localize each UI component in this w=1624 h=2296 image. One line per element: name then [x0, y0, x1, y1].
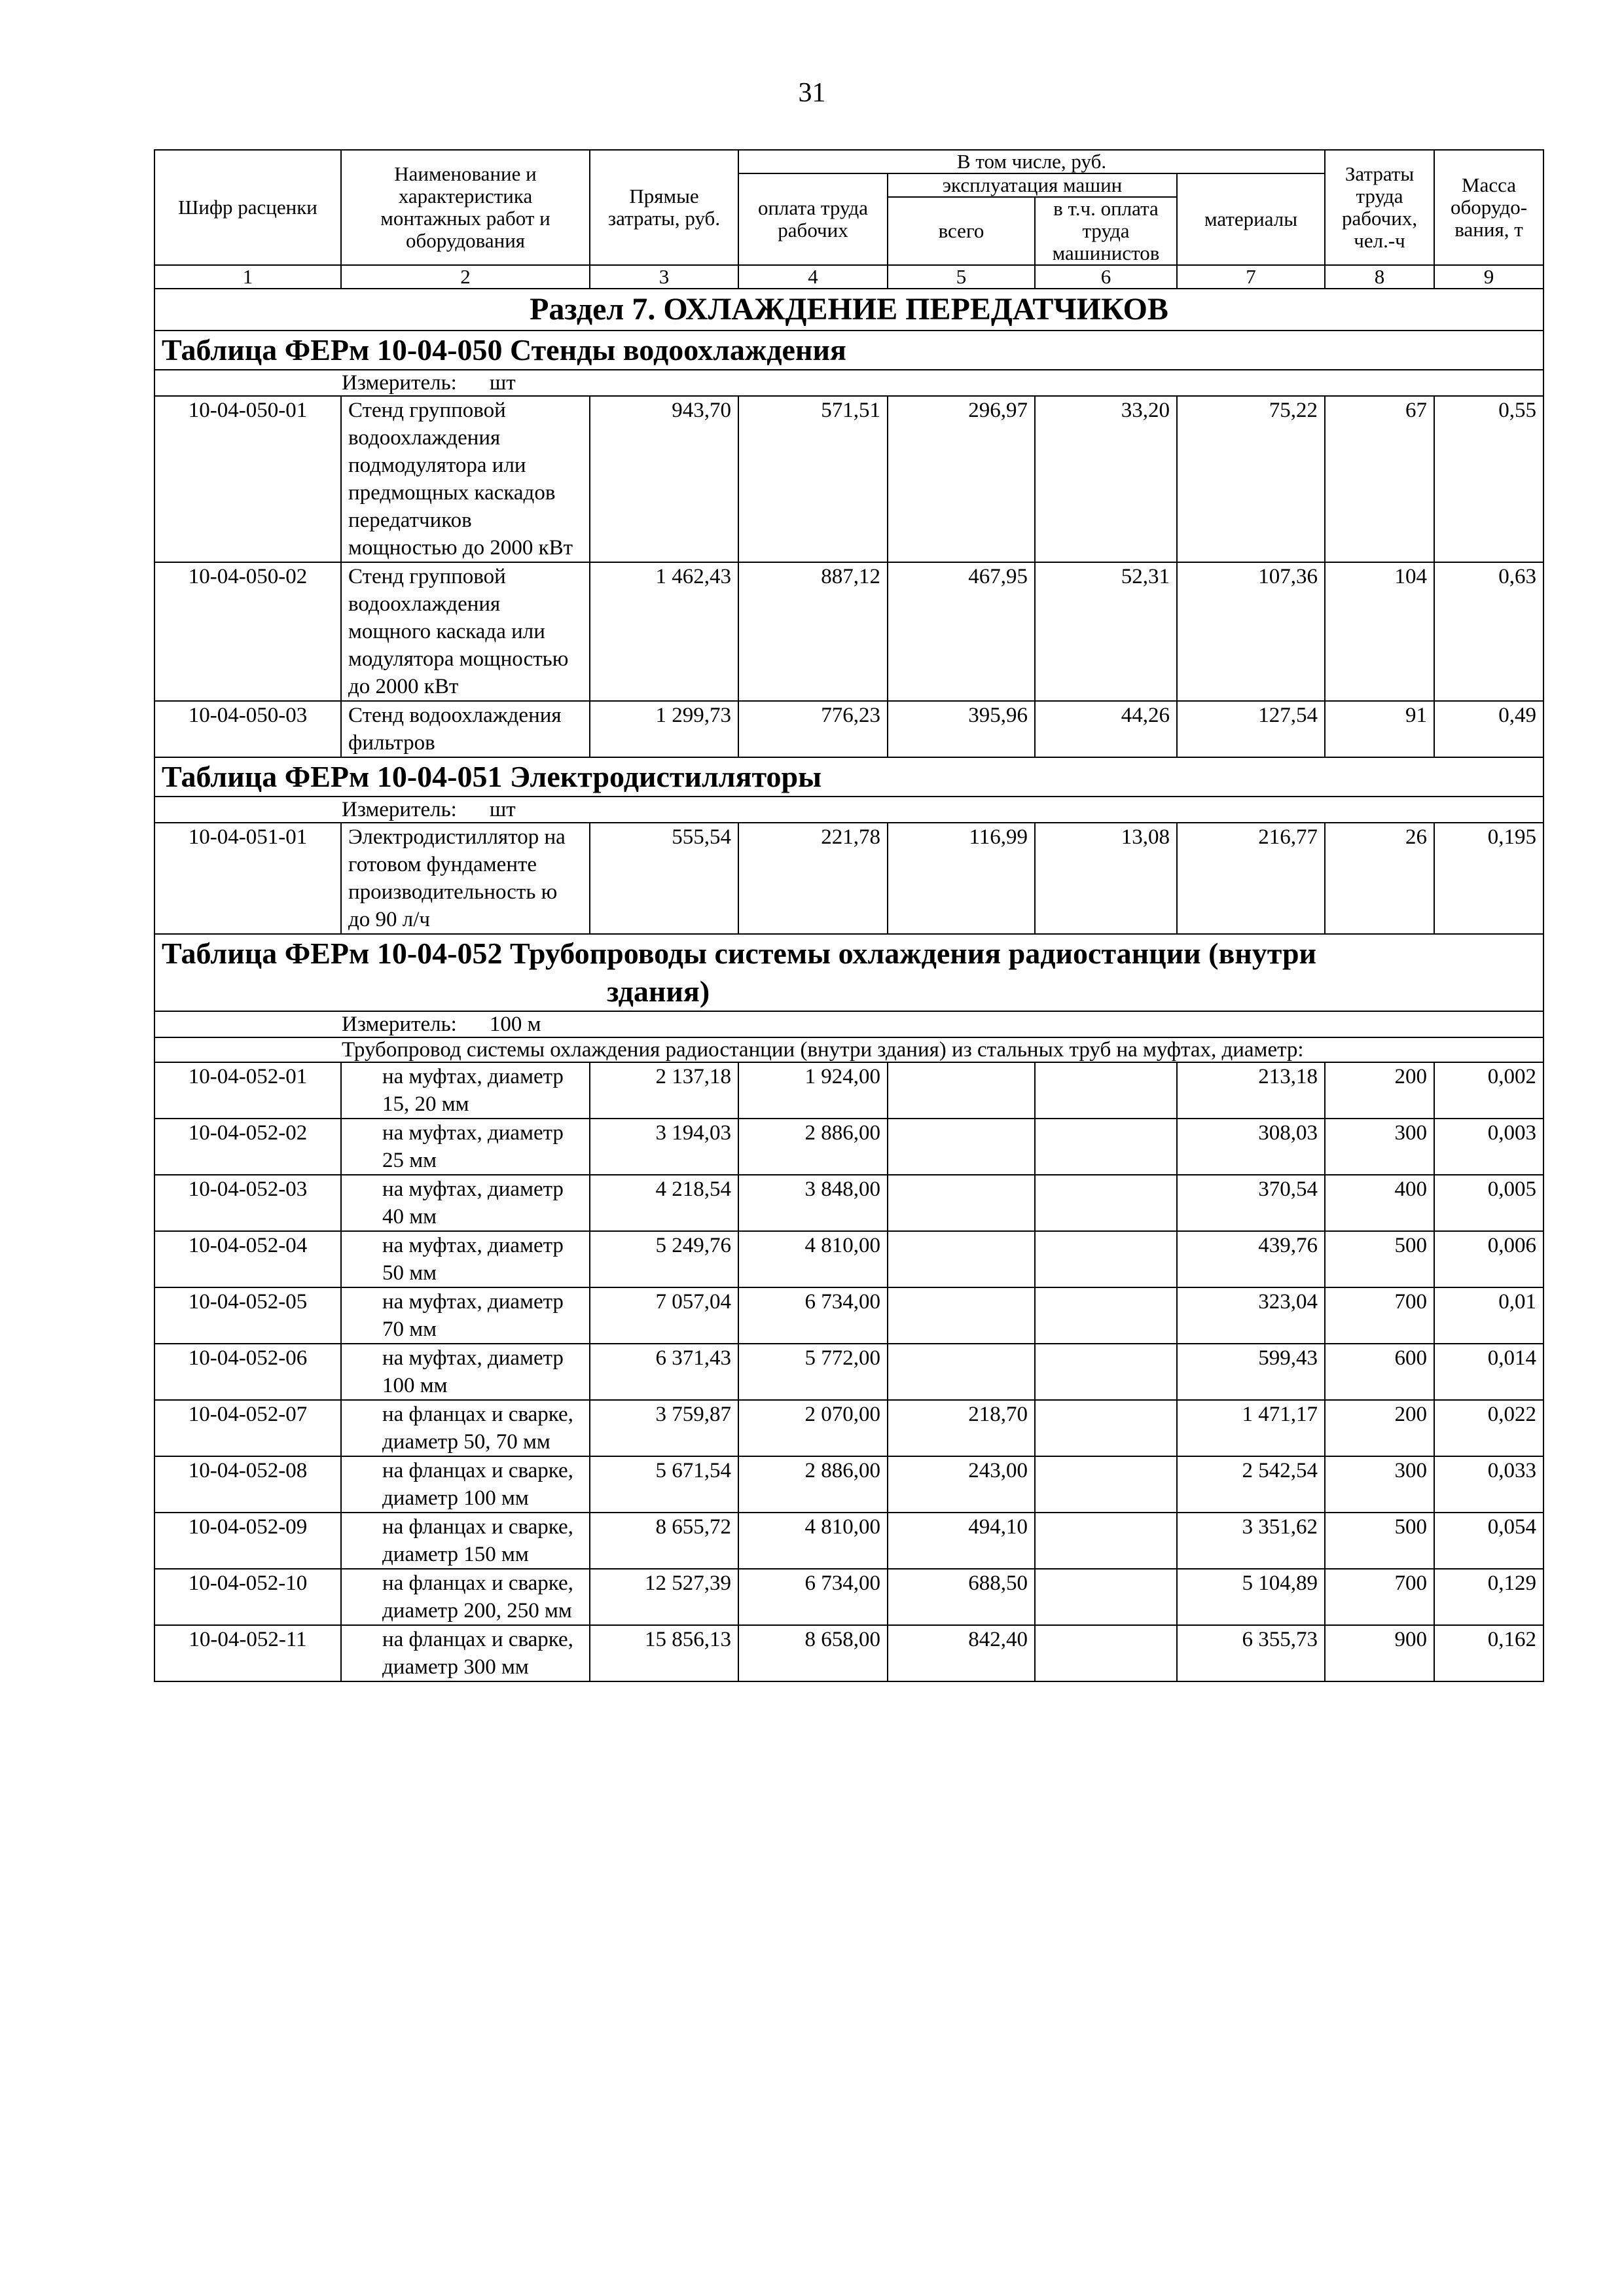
cell-materials: 2 542,54 — [1177, 1456, 1325, 1513]
cell-labor: 300 — [1325, 1119, 1434, 1175]
cell-machines: 296,97 — [888, 396, 1035, 562]
header-direct: Прямые затраты, руб. — [590, 150, 738, 265]
cell-name: на муфтах, диаметр 70 мм — [341, 1287, 590, 1344]
cell-name: на фланцах и сварке, диаметр 150 мм — [341, 1513, 590, 1569]
cell-labor-pay: 2 070,00 — [738, 1400, 888, 1456]
header-including: В том числе, руб. — [738, 150, 1325, 173]
cell-machinist: 52,31 — [1035, 562, 1177, 701]
cell-name: на муфтах, диаметр 25 мм — [341, 1119, 590, 1175]
cell-machines: 842,40 — [888, 1625, 1035, 1681]
cell-machines — [888, 1287, 1035, 1344]
cell-direct: 6 371,43 — [590, 1344, 738, 1400]
cell-machinist — [1035, 1625, 1177, 1681]
cell-name: на муфтах, диаметр 100 мм — [341, 1344, 590, 1400]
cell-mass: 0,022 — [1434, 1400, 1543, 1456]
cell-direct: 5 249,76 — [590, 1231, 738, 1287]
cell-materials: 216,77 — [1177, 823, 1325, 934]
cell-direct: 4 218,54 — [590, 1175, 738, 1231]
cell-machines: 395,96 — [888, 701, 1035, 757]
header-machines: эксплуатация машин — [888, 173, 1177, 197]
cell-code: 10-04-052-02 — [154, 1119, 341, 1175]
rates-table — [154, 149, 1544, 1682]
col-number: 8 — [1325, 265, 1434, 289]
cell-machinist — [1035, 1400, 1177, 1456]
page-number: 31 — [798, 78, 826, 108]
cell-labor-pay: 2 886,00 — [738, 1456, 888, 1513]
cell-materials: 213,18 — [1177, 1062, 1325, 1119]
cell-machinist — [1035, 1513, 1177, 1569]
header-machines-total: всего — [888, 197, 1035, 265]
table-title-text: Таблица ФЕРм 10-04-050 Стенды водоохлаждения — [162, 333, 846, 367]
cell-direct: 3 194,03 — [590, 1119, 738, 1175]
cell-direct: 12 527,39 — [590, 1569, 738, 1625]
cell-materials: 5 104,89 — [1177, 1569, 1325, 1625]
cell-name: на муфтах, диаметр 40 мм — [341, 1175, 590, 1231]
col-number: 3 — [590, 265, 738, 289]
cell-name: на фланцах и сварке, диаметр 50, 70 мм — [341, 1400, 590, 1456]
table-row — [154, 1062, 1543, 1119]
measure-row — [154, 370, 1543, 396]
cell-labor-pay: 4 810,00 — [738, 1513, 888, 1569]
header-labor-cost: Затраты труда рабочих, чел.-ч — [1325, 150, 1434, 265]
cell-labor: 67 — [1325, 396, 1434, 562]
cell-materials: 370,54 — [1177, 1175, 1325, 1231]
table-title-row — [154, 934, 1543, 1011]
header-machinist-pay: в т.ч. оплата труда машинистов — [1035, 197, 1177, 265]
cell-name: на муфтах, диаметр 15, 20 мм — [341, 1062, 590, 1119]
cell-code: 10-04-050-03 — [154, 701, 341, 757]
cell-mass: 0,129 — [1434, 1569, 1543, 1625]
cell-machines: 218,70 — [888, 1400, 1035, 1456]
cell-mass: 0,002 — [1434, 1062, 1543, 1119]
cell-machines — [888, 1344, 1035, 1400]
cell-labor-pay: 887,12 — [738, 562, 888, 701]
measure-unit: шт — [489, 371, 516, 395]
cell-machinist: 44,26 — [1035, 701, 1177, 757]
table-row — [154, 1119, 1543, 1175]
col-number: 9 — [1434, 265, 1543, 289]
cell-labor-pay: 776,23 — [738, 701, 888, 757]
cell-machinist — [1035, 1344, 1177, 1400]
cell-machines: 243,00 — [888, 1456, 1035, 1513]
cell-labor: 26 — [1325, 823, 1434, 934]
cell-name: на фланцах и сварке, диаметр 200, 250 мм — [341, 1569, 590, 1625]
cell-machinist — [1035, 1287, 1177, 1344]
measure-label: Измеритель: — [342, 371, 457, 395]
cell-materials: 127,54 — [1177, 701, 1325, 757]
table-row — [154, 562, 1543, 701]
cell-labor-pay: 6 734,00 — [738, 1569, 888, 1625]
cell-name: Стенд групповой водоохлаждения подмодулятора или предмощных каскадов передатчиков мощностью до 2000 кВт — [341, 396, 590, 562]
cell-machines — [888, 1175, 1035, 1231]
cell-direct: 8 655,72 — [590, 1513, 738, 1569]
table-row — [154, 823, 1543, 934]
cell-mass: 0,01 — [1434, 1287, 1543, 1344]
cell-materials: 6 355,73 — [1177, 1625, 1325, 1681]
cell-direct: 1 462,43 — [590, 562, 738, 701]
measure-cell — [154, 1011, 1543, 1037]
cell-labor-pay: 2 886,00 — [738, 1119, 888, 1175]
table-title — [154, 757, 1543, 797]
cell-labor: 200 — [1325, 1400, 1434, 1456]
cell-machines: 494,10 — [888, 1513, 1035, 1569]
cell-machinist: 13,08 — [1035, 823, 1177, 934]
measure-unit: шт — [489, 798, 516, 821]
table-row — [154, 1513, 1543, 1569]
cell-name: на фланцах и сварке, диаметр 100 мм — [341, 1456, 590, 1513]
cell-labor-pay: 4 810,00 — [738, 1231, 888, 1287]
header-name: Наименование и характеристика монтажных работ и оборудования — [341, 150, 590, 265]
header-materials: материалы — [1177, 173, 1325, 265]
table-row — [154, 1344, 1543, 1400]
col-number: 2 — [341, 265, 590, 289]
cell-code: 10-04-050-01 — [154, 396, 341, 562]
cell-labor-pay: 571,51 — [738, 396, 888, 562]
table-title-text: Таблица ФЕРм 10-04-052 Трубопроводы системы охлаждения радиостанции (внутри — [162, 937, 1317, 970]
cell-name: Стенд водоохлаждения фильтров — [341, 701, 590, 757]
cell-name: Стенд групповой водоохлаждения мощного каскада или модулятора мощностью до 2000 кВт — [341, 562, 590, 701]
cell-mass: 0,63 — [1434, 562, 1543, 701]
table-title — [154, 331, 1543, 370]
cell-mass: 0,054 — [1434, 1513, 1543, 1569]
cell-code: 10-04-052-04 — [154, 1231, 341, 1287]
cell-labor: 500 — [1325, 1513, 1434, 1569]
cell-name: Электродистиллятор на готовом фундаменте производительность ю до 90 л/ч — [341, 823, 590, 934]
cell-labor: 200 — [1325, 1062, 1434, 1119]
cell-materials: 439,76 — [1177, 1231, 1325, 1287]
cell-materials: 323,04 — [1177, 1287, 1325, 1344]
header-code: Шифр расценки — [154, 150, 341, 265]
cell-name: на фланцах и сварке, диаметр 300 мм — [341, 1625, 590, 1681]
cell-machinist — [1035, 1456, 1177, 1513]
cell-direct: 3 759,87 — [590, 1400, 738, 1456]
table-row — [154, 1231, 1543, 1287]
col-number: 7 — [1177, 265, 1325, 289]
cell-direct: 1 299,73 — [590, 701, 738, 757]
cell-mass: 0,49 — [1434, 701, 1543, 757]
measure-label: Измеритель: — [342, 1013, 457, 1036]
cell-code: 10-04-052-06 — [154, 1344, 341, 1400]
cell-code: 10-04-052-05 — [154, 1287, 341, 1344]
measure-unit: 100 м — [489, 1013, 541, 1036]
subheader-row — [154, 1037, 1543, 1062]
cell-mass: 0,003 — [1434, 1119, 1543, 1175]
section-title: Раздел 7. ОХЛАЖДЕНИЕ ПЕРЕДАТЧИКОВ — [154, 289, 1543, 331]
col-number: 5 — [888, 265, 1035, 289]
cell-materials: 599,43 — [1177, 1344, 1325, 1400]
table-row — [154, 1287, 1543, 1344]
cell-machines — [888, 1231, 1035, 1287]
cell-labor: 700 — [1325, 1569, 1434, 1625]
table-row — [154, 1175, 1543, 1231]
table-row — [154, 1625, 1543, 1681]
cell-code: 10-04-050-02 — [154, 562, 341, 701]
cell-machinist — [1035, 1569, 1177, 1625]
measure-label: Измеритель: — [342, 798, 457, 821]
cell-direct: 5 671,54 — [590, 1456, 738, 1513]
table-title-row — [154, 331, 1543, 370]
cell-labor: 900 — [1325, 1625, 1434, 1681]
table-row — [154, 1569, 1543, 1625]
cell-code: 10-04-052-10 — [154, 1569, 341, 1625]
cell-machinist — [1035, 1175, 1177, 1231]
cell-code: 10-04-052-11 — [154, 1625, 341, 1681]
col-number: 4 — [738, 265, 888, 289]
cell-labor: 600 — [1325, 1344, 1434, 1400]
table-row — [154, 701, 1543, 757]
cell-machines — [888, 1062, 1035, 1119]
cell-labor-pay: 5 772,00 — [738, 1344, 888, 1400]
cell-direct: 2 137,18 — [590, 1062, 738, 1119]
cell-labor: 300 — [1325, 1456, 1434, 1513]
cell-direct: 7 057,04 — [590, 1287, 738, 1344]
cell-labor-pay: 221,78 — [738, 823, 888, 934]
cell-machinist — [1035, 1119, 1177, 1175]
cell-labor: 400 — [1325, 1175, 1434, 1231]
cell-machinist: 33,20 — [1035, 396, 1177, 562]
cell-mass: 0,033 — [1434, 1456, 1543, 1513]
cell-code: 10-04-052-01 — [154, 1062, 341, 1119]
header-labor-pay: оплата труда рабочих — [738, 173, 888, 265]
cell-mass: 0,006 — [1434, 1231, 1543, 1287]
measure-cell — [154, 370, 1543, 396]
cell-mass: 0,55 — [1434, 396, 1543, 562]
cell-code: 10-04-052-09 — [154, 1513, 341, 1569]
table-title-continuation: здания) — [607, 975, 710, 1008]
table-subheader: Трубопровод системы охлаждения радиостанции (внутри здания) из стальных труб на муфтах, диаметр: — [154, 1037, 1543, 1062]
cell-name: на муфтах, диаметр 50 мм — [341, 1231, 590, 1287]
cell-machines: 116,99 — [888, 823, 1035, 934]
cell-materials: 308,03 — [1177, 1119, 1325, 1175]
table-row — [154, 1400, 1543, 1456]
cell-labor: 700 — [1325, 1287, 1434, 1344]
cell-labor-pay: 8 658,00 — [738, 1625, 888, 1681]
measure-cell — [154, 797, 1543, 823]
cell-direct: 943,70 — [590, 396, 738, 562]
table-title-text: Таблица ФЕРм 10-04-051 Электродистилляторы — [162, 760, 821, 793]
cell-code: 10-04-052-07 — [154, 1400, 341, 1456]
cell-labor-pay: 1 924,00 — [738, 1062, 888, 1119]
cell-code: 10-04-052-03 — [154, 1175, 341, 1231]
cell-direct: 555,54 — [590, 823, 738, 934]
cell-machinist — [1035, 1062, 1177, 1119]
cell-labor-pay: 6 734,00 — [738, 1287, 888, 1344]
col-number: 1 — [154, 265, 341, 289]
table-row — [154, 1456, 1543, 1513]
cell-materials: 1 471,17 — [1177, 1400, 1325, 1456]
cell-code: 10-04-051-01 — [154, 823, 341, 934]
cell-code: 10-04-052-08 — [154, 1456, 341, 1513]
table-title-row — [154, 757, 1543, 797]
cell-materials: 107,36 — [1177, 562, 1325, 701]
table-title — [154, 934, 1543, 1011]
cell-mass: 0,162 — [1434, 1625, 1543, 1681]
cell-materials: 3 351,62 — [1177, 1513, 1325, 1569]
cell-labor: 91 — [1325, 701, 1434, 757]
col-number: 6 — [1035, 265, 1177, 289]
cell-direct: 15 856,13 — [590, 1625, 738, 1681]
cell-machines: 467,95 — [888, 562, 1035, 701]
cell-machinist — [1035, 1231, 1177, 1287]
cell-labor: 500 — [1325, 1231, 1434, 1287]
header-mass: Масса оборудо-вания, т — [1434, 150, 1543, 265]
cell-labor-pay: 3 848,00 — [738, 1175, 888, 1231]
cell-labor: 104 — [1325, 562, 1434, 701]
cell-machines: 688,50 — [888, 1569, 1035, 1625]
cell-mass: 0,014 — [1434, 1344, 1543, 1400]
cell-mass: 0,005 — [1434, 1175, 1543, 1231]
measure-row — [154, 797, 1543, 823]
cell-mass: 0,195 — [1434, 823, 1543, 934]
cell-materials: 75,22 — [1177, 396, 1325, 562]
table-row — [154, 396, 1543, 562]
cell-machines — [888, 1119, 1035, 1175]
measure-row — [154, 1011, 1543, 1037]
